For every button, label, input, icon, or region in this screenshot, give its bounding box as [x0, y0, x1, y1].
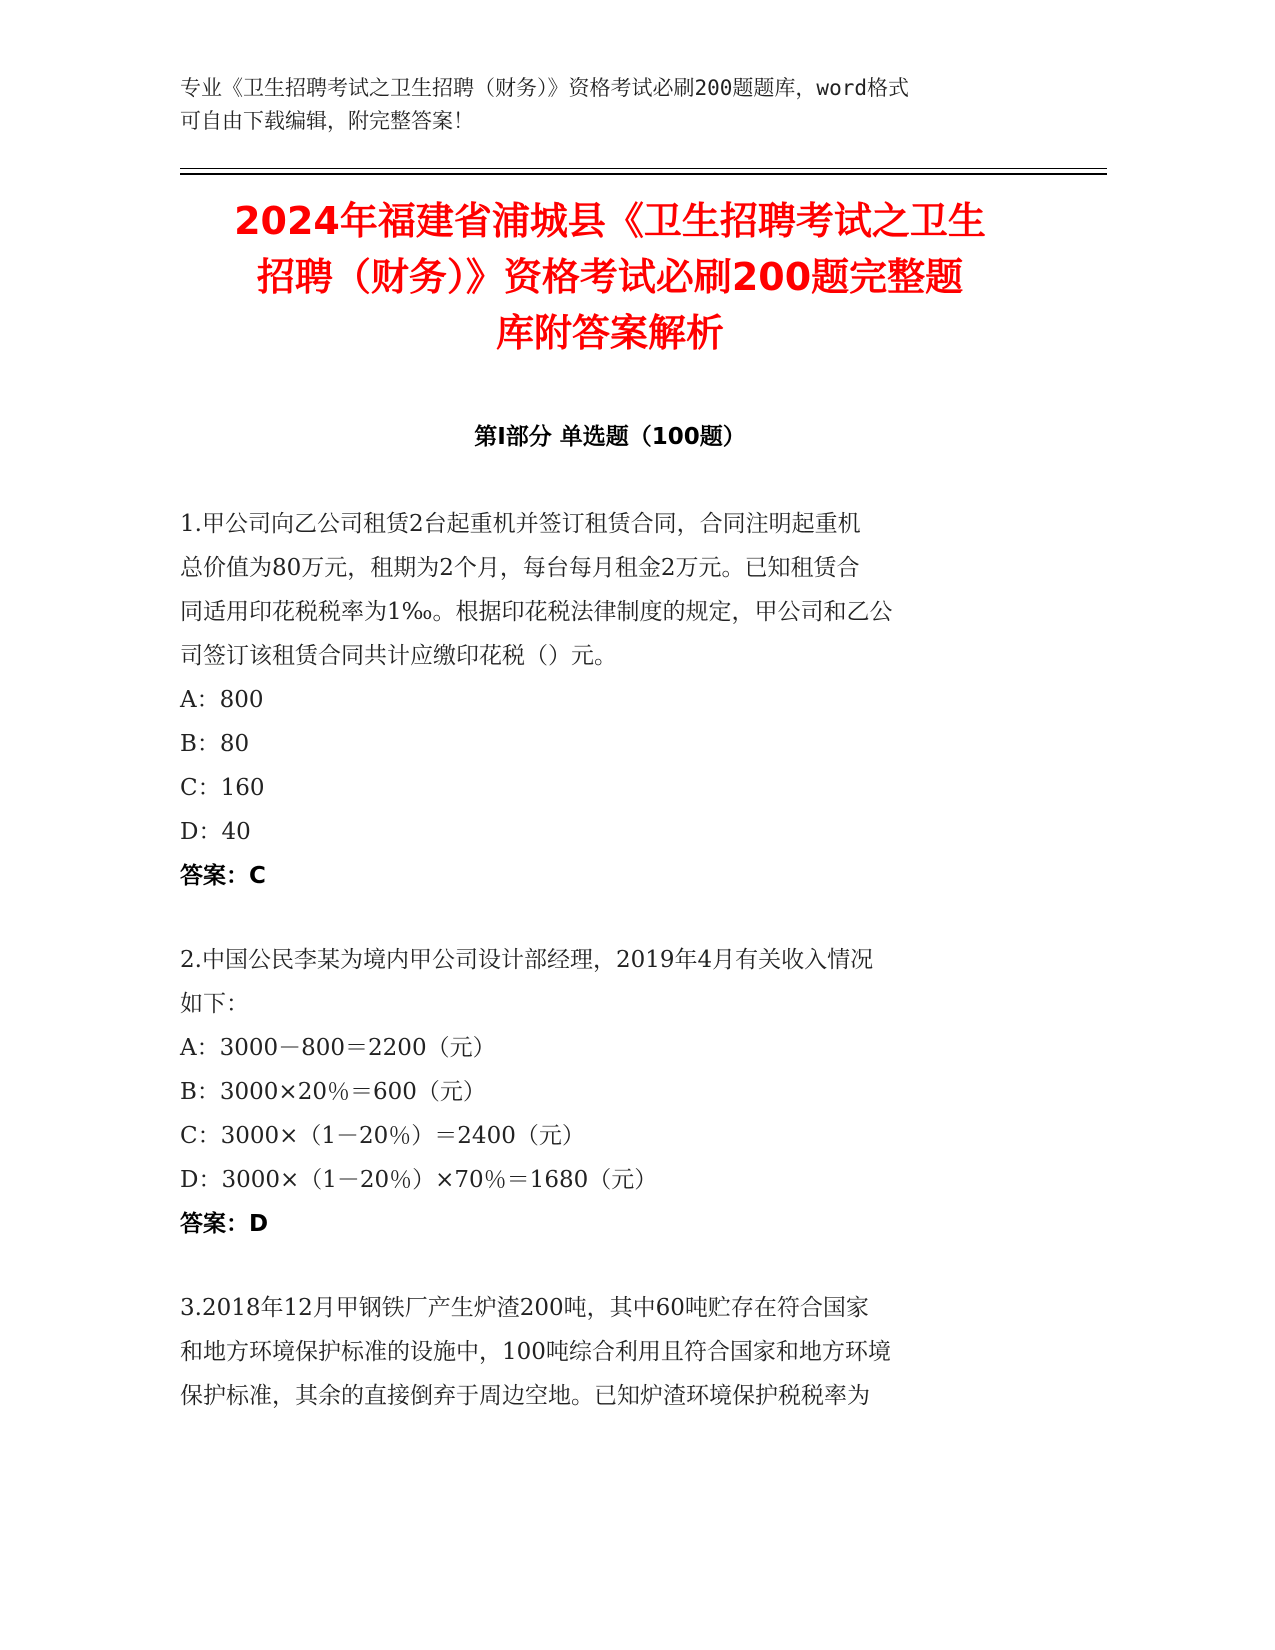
- title-line: 2024年福建省浦城县《卫生招聘考试之卫生: [234, 199, 986, 243]
- question-text-line: 同适用印花税税率为1‰。根据印花税法律制度的规定，甲公司和乙公: [180, 599, 893, 625]
- question-text-line: 和地方环境保护标准的设施中，100吨综合利用且符合国家和地方环境: [180, 1339, 891, 1365]
- question-text-line: 3.2018年12月甲钢铁厂产生炉渣200吨，其中60吨贮存在符合国家: [180, 1295, 869, 1321]
- answer: 答案：C: [180, 863, 266, 889]
- question-text-line: 2.中国公民李某为境内甲公司设计部经理，2019年4月有关收入情况: [180, 947, 874, 973]
- option-b: B：80: [180, 731, 250, 757]
- option-b: B：3000×20％＝600（元）: [180, 1079, 486, 1105]
- question-text-line: 1.甲公司向乙公司租赁2台起重机并签订租赁合同，合同注明起重机: [180, 511, 861, 537]
- question-1: [180, 502, 1040, 898]
- header-line: 可自由下载编辑，附完整答案！: [180, 109, 474, 133]
- question-text-line: 如下：: [180, 991, 249, 1017]
- option-d: D：40: [180, 819, 251, 845]
- option-d: D：3000×（1－20％）×70％＝1680（元）: [180, 1167, 658, 1193]
- question-2: [180, 938, 1040, 1246]
- question-text-line: 保护标准，其余的直接倒弃于周边空地。已知炉渣环境保护税税率为: [180, 1383, 870, 1409]
- section-heading: 第I部分 单选题（100题）: [474, 424, 746, 450]
- question-text-line: 总价值为80万元，租期为2个月，每台每月租金2万元。已知租赁合: [180, 555, 860, 581]
- page-header: [180, 72, 1060, 138]
- answer: 答案：D: [180, 1211, 269, 1237]
- header-divider: [180, 168, 1107, 169]
- option-a: A：3000－800＝2200（元）: [180, 1035, 496, 1061]
- header-line: 专业《卫生招聘考试之卫生招聘（财务）》资格考试必刷200题题库，word格式: [180, 76, 909, 100]
- option-c: C：3000×（1－20％）＝2400（元）: [180, 1123, 585, 1149]
- question-text-line: 司签订该租赁合同共计应缴印花税（）元。: [180, 643, 617, 669]
- option-c: C：160: [180, 775, 265, 801]
- title-line: 库附答案解析: [495, 311, 724, 355]
- option-a: A：800: [180, 687, 264, 713]
- title-line: 招聘（财务）》资格考试必刷200题完整题: [256, 255, 964, 299]
- document-title: [160, 193, 1060, 361]
- question-3: [180, 1286, 1040, 1418]
- header-divider-thick: [180, 173, 1107, 175]
